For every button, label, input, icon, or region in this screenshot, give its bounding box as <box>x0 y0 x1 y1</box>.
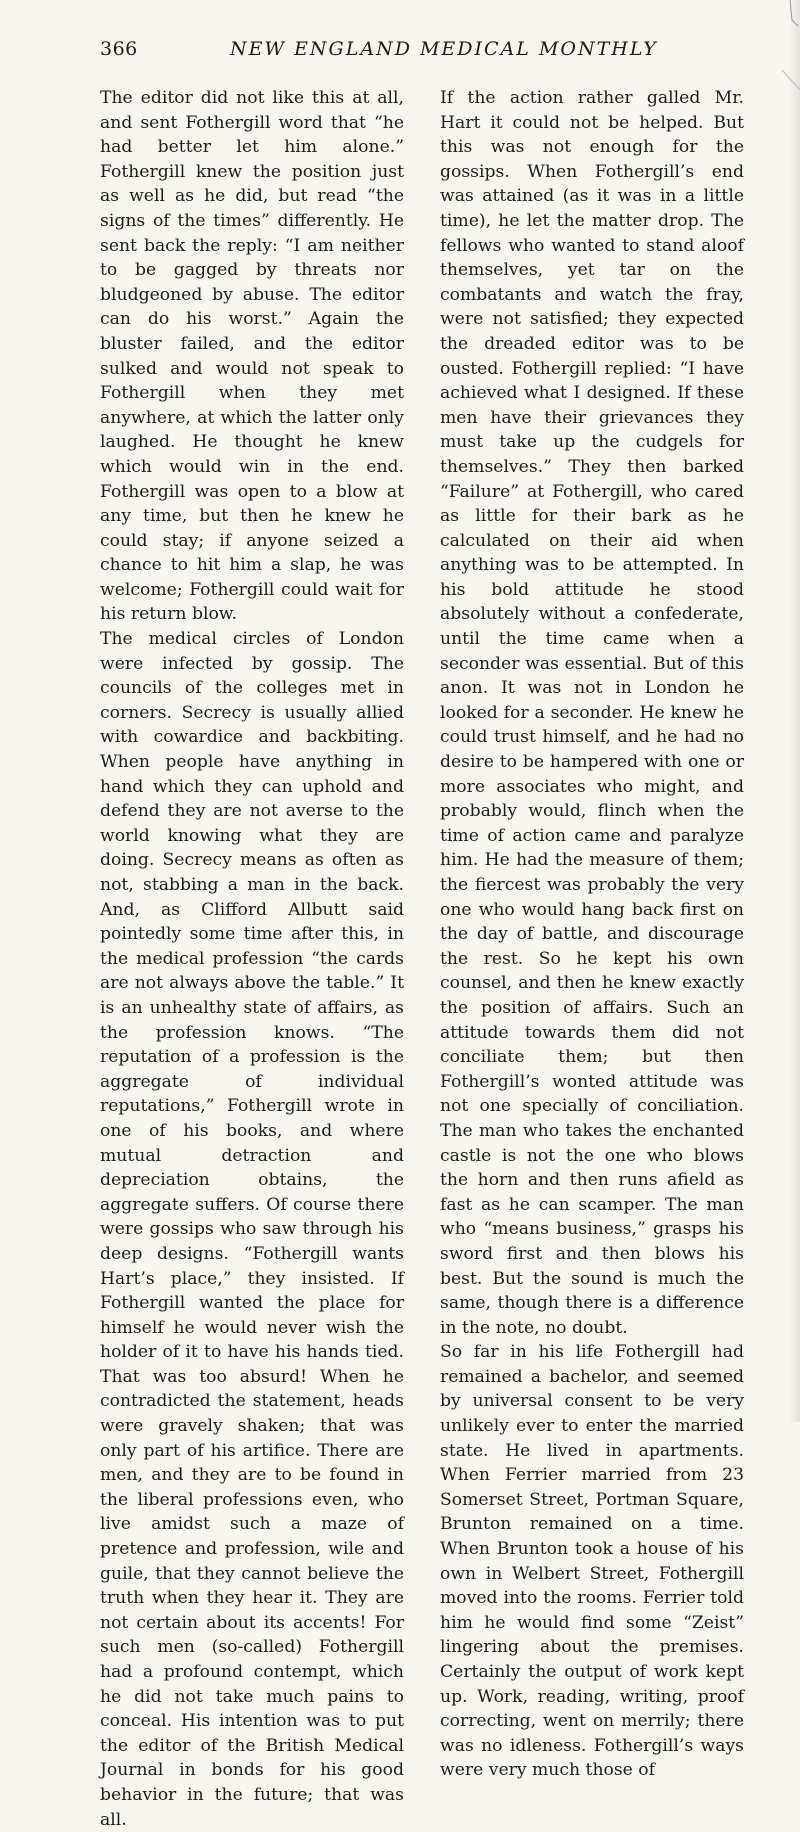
left-column <box>100 86 404 1832</box>
running-head: NEW ENGLAND MEDICAL MONTHLY <box>230 38 658 60</box>
paragraph: The editor did not like this at all, and sent Fothergill word that “he had better let him alone.” Fothergill knew the position just as well as he did, but read “the signs of the times” differently. He sent back the reply: “I am neither to be gagged by threats nor bludgeoned by abuse. The editor can do his worst.” Again the bluster failed, and the editor sulked and would not speak to Fothergill when they met anywhere, at which the latter only laughed. He thought he knew which would win in the end. Fothergill was open to a blow at any time, but then he knew he could stay; if anyone seized a chance to hit him a slap, he was welcome; Fothergill could wait for his return blow. <box>100 88 404 625</box>
page-corner-mark <box>760 0 800 90</box>
page-number: 366 <box>100 38 138 60</box>
paragraph: The medical circles of London were infected by gossip. The councils of the colleges met in corners. Secrecy is usually allied with cowardice and backbiting. When people have anything in hand which they can uphold and defend they are not averse to the world knowing what they are doing. Secrecy means as often as not, stabbing a man in the back. And, as Clifford Allbutt said pointedly some time after this, in the medical profession “the cards are not always above the table.” It is an unhealthy state of affairs, as the profession knows. “The reputation of a profession is the aggregate of individual reputations,” Fothergill wrote in one of his books, and where mutual detraction and depreciation obtains, the aggregate suffers. Of course there were gossips who saw through his deep designs. “Fothergill wants Hart’s place,” they insisted. If Fothergill wanted the place for himself he would never wish the holder of it to have his hands tied. That was too absurd! When he contradicted the statement, heads were gravely shaken; that was only part of his artifice. There are men, and they are to be found in the liberal professions even, who live amidst such a maze of pretence and profession, wile and guile, that they cannot believe the truth when they hear it. They are not certain about its accents! For such men (so-called) Fothergill had a profound contempt, which he did not take much pains to conceal. His intention was to put the editor of the British Medical Journal in bonds for his good behavior in the future; that was all. <box>100 629 404 1830</box>
paragraph: If the action rather galled Mr. Hart it could not be helped. But this was not enough for the gossips. When Fothergill’s end was attained (as it was in a little time), he let the matter drop. The fellows who wanted to stand aloof themselves, yet tar on the combatants and watch the fray, were not satisfied; they expected the dreaded editor was to be ousted. Fothergill replied: “I have achieved what I designed. If these men have their grievances they must take up the cudgels for themselves.” They then barked “Failure” at Fothergill, who cared as little for their bark as he calculated on their aid when anything was to be attempted. In his bold attitude he stood absolutely without a confederate, until the time came when a seconder was essential. But of this anon. It was not in London he looked for a seconder. He knew he could trust himself, and he had no desire to be hampered with one or more associates who might, and probably would, flinch when the time of action came and paralyze him. He had the measure of them; the fiercest was probably the very one who would hang back first on the day of battle, and discourage the rest. So he kept his own counsel, and then he knew exactly the position of affairs. Such an attitude towards them did not conciliate them; but then Fothergill’s wonted attitude was not one specially of conciliation. The man who takes the enchanted castle is not the one who blows the horn and then runs afield as fast as he can scamper. The man who “means business,” grasps his sword first and then blows his best. But the sound is much the same, though there is a difference in the note, no doubt. <box>440 88 744 1338</box>
page-edge-shadow <box>788 0 800 1422</box>
right-column <box>440 86 744 1783</box>
paragraph: So far in his life Fothergill had remained a bachelor, and seemed by universal consent to be very unlikely ever to enter the married state. He lived in apartments. When Ferrier married from 23 Somerset Street, Portman Square, Brunton remained on a time. When Brunton took a house of his own in Welbert Street, Fothergill moved into the rooms. Ferrier told him he would find some “Zeist” lingering about the premises. Certainly the output of work kept up. Work, reading, writing, proof correcting, went on merrily; there was no idleness. Fothergill’s ways were very much those of <box>440 1342 744 1781</box>
page-header <box>100 38 740 68</box>
